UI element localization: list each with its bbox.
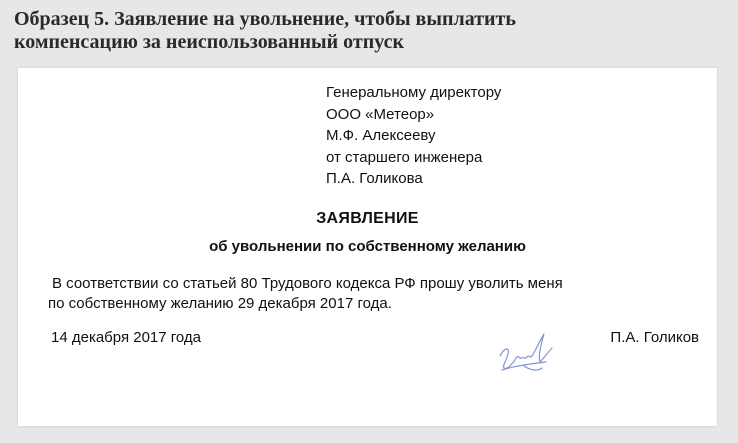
heading-line-2: компенсацию за неиспользованный отпуск (14, 31, 405, 53)
sample-heading (14, 8, 724, 54)
sender-position: от старшего инженера (326, 148, 483, 166)
document-body (48, 274, 688, 314)
addressee-company: ООО «Метеор» (326, 105, 435, 123)
addressee-name: М.Ф. Алексееву (326, 127, 436, 144)
body-line-1: В соответствии со статьей 80 Трудового кодекса РФ прошу уволить меня (52, 275, 563, 292)
document-title: ЗАЯВЛЕНИЕ (316, 210, 419, 227)
handwritten-signature-icon (494, 326, 560, 378)
document-subtitle: об увольнении по собственному желанию (209, 238, 526, 255)
document-date: 14 декабря 2017 года (51, 329, 202, 346)
heading-line-1: Образец 5. Заявление на увольнение, чтобы выплатить (14, 8, 516, 30)
signer-name: П.А. Голиков (610, 329, 699, 346)
addressee-block (326, 82, 501, 190)
addressee-position: Генеральному директору (326, 84, 502, 101)
document-sheet (18, 68, 717, 426)
sender-name: П.А. Голикова (326, 170, 423, 187)
body-line-2: по собственному желанию 29 декабря 2017 года. (48, 295, 392, 312)
